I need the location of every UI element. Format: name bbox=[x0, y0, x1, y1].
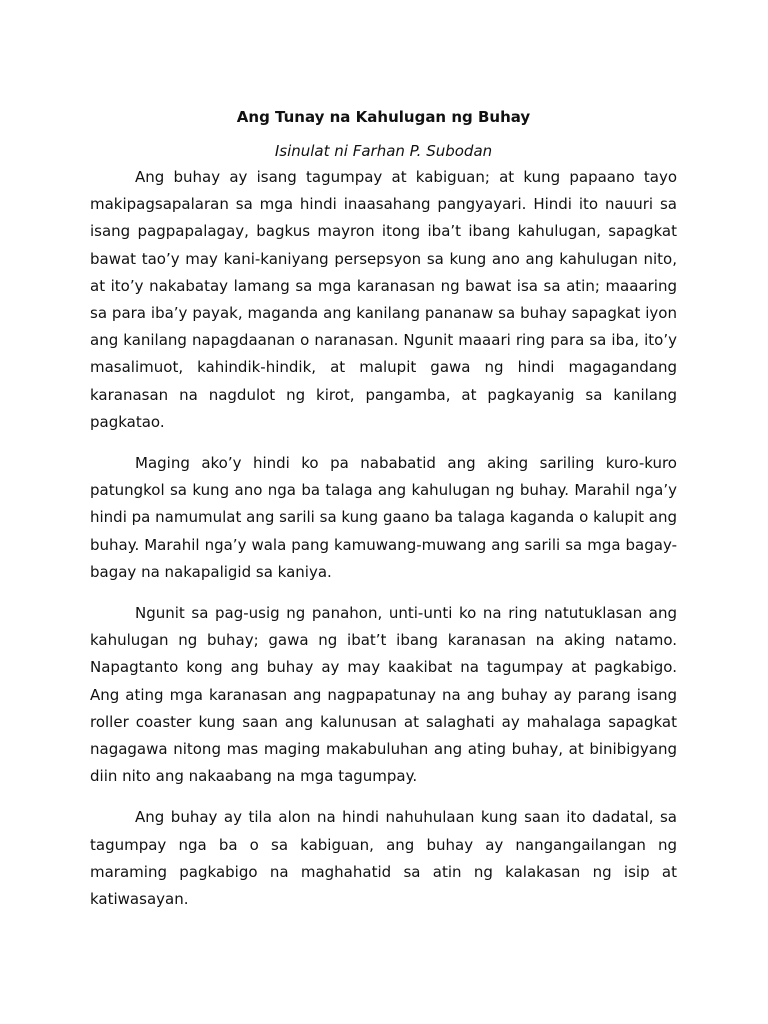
document-page bbox=[90, 106, 677, 913]
paragraph-2: Maging ako’y hindi ko pa nababatid ang aking sariling kuro-kuro patungkol sa kung ano nga ba talaga ang kahulugan ng buhay. Marahil nga’y hindi pa namumulat ang sarili sa kung gaano ba talaga kaganda o kalupit ang buhay. Marahil nga’y wala pang kamuwang-muwang ang sarili sa mga bagay-bagay na nakapaligid sa kaniya. bbox=[90, 454, 677, 581]
document-title: Ang Tunay na Kahulugan ng Buhay bbox=[236, 108, 531, 126]
paragraph-3: Ngunit sa pag-usig ng panahon, unti-unti ko na ring natutuklasan ang kahulugan ng buhay; gawa ng ibat’t ibang karanasan na aking natamo. Napagtanto kong ang buhay ay may kaakibat na tagumpay at pagkabigo. Ang ating mga karanasan ang nagpapatunay na ang buhay ay parang isang roller coaster kung saan ang kalunusan at salaghati ay mahalaga sapagkat nagagawa nitong mas maging makabuluhan ang ating buhay, at binibigyang diin nito ang nakaabang na mga tagumpay. bbox=[90, 604, 677, 786]
paragraph-1: Ang buhay ay isang tagumpay at kabiguan; at kung papaano tayo makipagsapalaran sa mga hindi inaasahang pangyayari. Hindi ito nauuri sa isang pagpapalagay, bagkus mayron itong iba’t ibang kahulugan, sapagkat bawat tao’y may kani-kaniyang persepsyon sa kung ano ang kahulugan nito, at ito’y nakabatay lamang sa mga karanasan ng bawat isa sa atin; maaaring sa para iba’y payak, maganda ang kanilang pananaw sa buhay sapagkat iyon ang kanilang napagdaanan o naranasan. Ngunit maaari ring para sa iba, ito’y masalimuot, kahindik-hindik, at malupit gawa ng hindi magagandang karanasan na nagdulot ng kirot, pangamba, at pagkayanig sa kanilang pagkatao. bbox=[90, 168, 677, 431]
paragraph-4: Ang buhay ay tila alon na hindi nahuhulaan kung saan ito dadatal, sa tagumpay nga ba o sa kabiguan, ang buhay ay nangangailangan ng maraming pagkabigo na maghahatid sa atin ng kalakasan ng isip at katiwasayan. bbox=[90, 808, 677, 909]
document-author: Isinulat ni Farhan P. Subodan bbox=[274, 142, 493, 160]
